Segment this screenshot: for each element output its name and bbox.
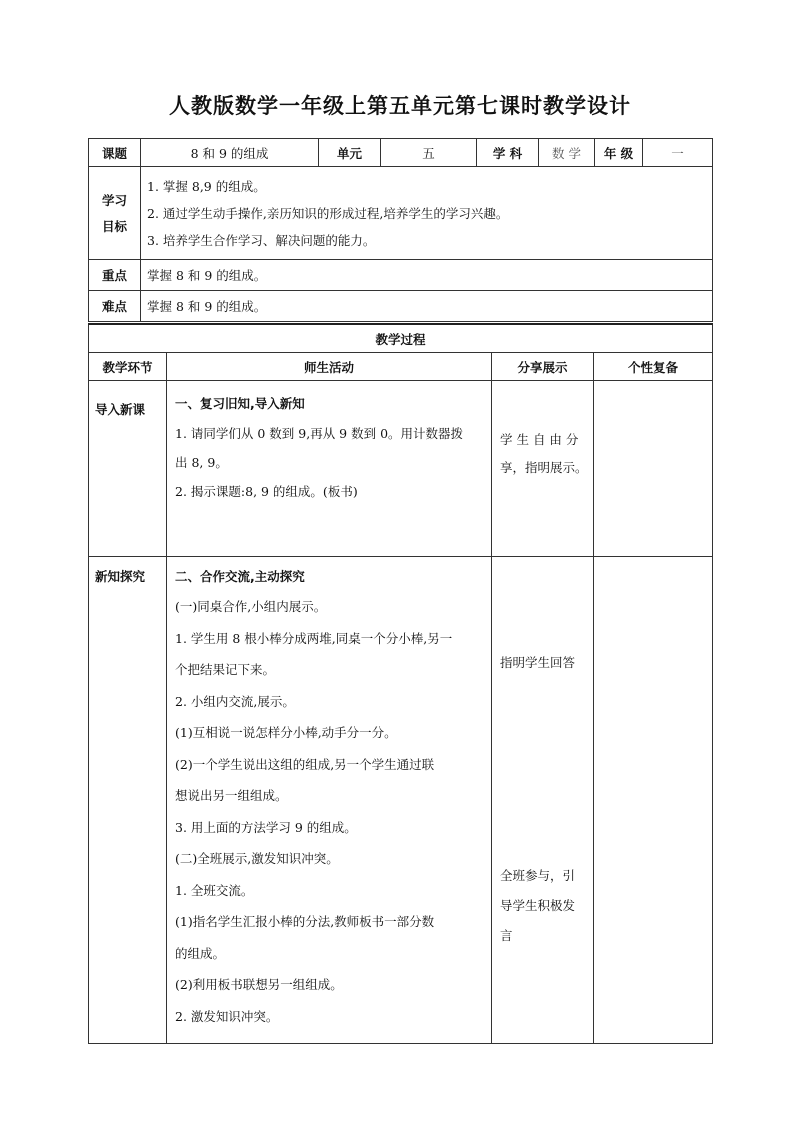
table-row [89,557,713,1044]
objectives-table [88,166,713,322]
topic-label: 课题 [89,139,141,167]
share-line: 全班参与，引 [500,868,576,883]
subject-value: 数 学 [539,139,595,167]
activity-line: 2. 激发知识冲突。 [175,1008,279,1024]
share-line: 享，指明展示。 [500,460,588,475]
unit-value: 五 [381,139,477,167]
activity-line: (1)指名学生汇报小棒的分法,教师板书一部分数 [175,914,435,929]
share-line: 学 生 自 由 分 [500,432,579,447]
notes-cell [594,557,713,1044]
objective-item: 2. 通过学生动手操作,亲历知识的形成过程,培养学生的学习兴趣。 [147,206,509,221]
difficulty-value: 掌握 8 和 9 的组成。 [141,291,713,322]
grade-label: 年 级 [595,139,643,167]
activity-line: (1)互相说一说怎样分小棒,动手分一分。 [175,725,397,740]
activity-line: (2)一个学生说出这组的组成,另一个学生通过联 [175,756,435,772]
share-cell [492,381,594,557]
column-header: 师生活动 [167,353,492,381]
section-heading: 一、复习旧知,导入新知 [175,396,305,411]
objectives-list [141,167,713,260]
section-heading: 二、合作交流,主动探究 [175,569,305,584]
activity-cell [167,557,492,1044]
share-line: 言 [500,928,513,943]
activity-line: 个把结果记下来。 [175,662,276,677]
share-cell [492,557,594,1044]
teaching-process-table [88,323,713,1044]
stage-label: 新知探究 [89,557,167,1044]
stage-label: 导入新课 [89,381,167,557]
objective-item: 1. 掌握 8,9 的组成。 [147,179,266,194]
activity-line: 1. 学生用 8 根小棒分成两堆,同桌一个分小棒,另一 [175,630,453,646]
activity-line: 3. 用上面的方法学习 9 的组成。 [175,819,357,835]
activity-line: 出 8, 9。 [175,455,228,470]
table-row [89,381,713,557]
subject-label: 学 科 [477,139,539,167]
objectives-label: 学习 目标 [89,167,141,260]
key-point-value: 掌握 8 和 9 的组成。 [141,260,713,291]
activity-line: (2)利用板书联想另一组组成。 [175,977,343,992]
column-header: 教学环节 [89,353,167,381]
column-header: 个性复备 [594,353,713,381]
activity-line: 1. 请同学们从 0 数到 9,再从 9 数到 0。用计数器拨 [175,426,464,441]
activity-line: 2. 小组内交流,展示。 [175,693,295,709]
key-point-label: 重点 [89,260,141,291]
notes-cell [594,381,713,557]
grade-value: 一 [643,139,713,167]
column-header: 分享展示 [492,353,594,381]
objective-item: 3. 培养学生合作学习、解决问题的能力。 [147,233,376,248]
share-line: 导学生积极发 [500,898,576,913]
activity-line: (一)同桌合作,小组内展示。 [175,599,327,614]
unit-label: 单元 [319,139,381,167]
activity-line: 2. 揭示课题:8, 9 的组成。(板书) [175,484,358,499]
difficulty-label: 难点 [89,291,141,322]
activity-cell [167,381,492,557]
activity-line: 1. 全班交流。 [175,882,254,898]
process-heading: 教学过程 [89,324,713,353]
page-title: 人教版数学一年级上第五单元第七课时教学设计 [169,94,631,118]
share-line: 指明学生回答 [500,655,576,670]
activity-line: 想说出另一组组成。 [175,788,288,803]
lesson-info-table [88,138,713,167]
topic-value: 8 和 9 的组成 [141,139,319,167]
activity-line: 的组成。 [175,945,226,961]
activity-line: (二)全班展示,激发知识冲突。 [175,851,339,866]
